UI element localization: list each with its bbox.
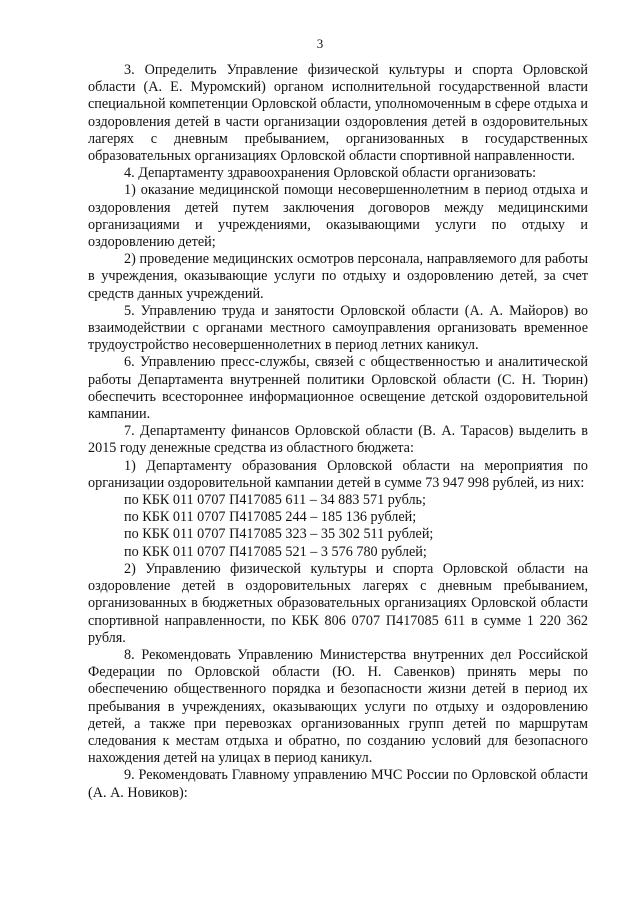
paragraph-4-item-1: 1) оказание медицинской помощи несовершеннолетним в период отдыха и оздоровления детей путем заключения договоров между медицинскими организациями и учреждениями, оказывающими услуги по отдыху и оздоровлению детей; xyxy=(88,182,588,251)
paragraph-5: 5. Управлению труда и занятости Орловской области (А. А. Майоров) во взаимодействии с органами местного самоуправления организовать временное трудоустройство несовершеннолетних в период летних каникул. xyxy=(88,302,588,354)
paragraph-7-item-1: 1) Департаменту образования Орловской области на мероприятия по организации оздоровительной кампании детей в сумме 73 947 998 рублей, из них: xyxy=(88,457,588,491)
paragraph-9: 9. Рекомендовать Главному управлению МЧС России по Орловской области (А. А. Новиков): xyxy=(88,767,588,801)
paragraph-3: 3. Определить Управление физической культуры и спорта Орловской области (А. Е. Муромский) органом исполнительной государственной власти специальной компетенции Орловской области, уполномоченным в сфере отдыха и оздоровления детей в части организации оздоровления детей в оздоровительных лагерях с дневным пребыванием, организованных в государственных образовательных организациях Орловской области спортивной направленности. xyxy=(88,62,588,165)
page-number: 3 xyxy=(316,36,324,51)
kbk-line: по КБК 011 0707 П417085 244 – 185 136 рублей; xyxy=(124,509,417,526)
document-body xyxy=(88,62,588,802)
paragraph-4-item-2: 2) проведение медицинских осмотров персонала, направляемого для работы в учреждения, оказывающие услуги по отдыху и оздоровлению детей, за счет средств данных учреждений. xyxy=(88,251,588,302)
paragraph-4: 4. Департаменту здравоохранения Орловской области организовать: xyxy=(124,165,537,182)
paragraph-7-item-2: 2) Управлению физической культуры и спорта Орловской области на оздоровление детей в оздоровительных лагерях с дневным пребыванием, организованных в бюджетных образовательных организациях Орловской области спортивной направленности, по КБК 806 0707 П417085 611 в сумме 1 220 362 рубля. xyxy=(88,560,588,646)
paragraph-7: 7. Департаменту финансов Орловской области (В. А. Тарасов) выделить в 2015 году денежные средства из областного бюджета: xyxy=(88,423,588,457)
kbk-line: по КБК 011 0707 П417085 611 – 34 883 571 рубль; xyxy=(124,492,426,509)
kbk-line: по КБК 011 0707 П417085 521 – 3 576 780 рублей; xyxy=(124,543,427,560)
paragraph-8: 8. Рекомендовать Управлению Министерства внутренних дел Российской Федерации по Орловской области (Ю. Н. Савенков) принять меры по обеспечению общественного порядка и безопасности жизни детей в период их пребывания в учреждениях, оказывающих услуги по отдыху и оздоровлению детей, а также при перевозках организованных групп детей по маршрутам следования к местам отдыха и обратно, по созданию условий для безопасного нахождения детей на улицах в период каникул. xyxy=(88,646,588,767)
paragraph-6: 6. Управлению пресс-службы, связей с общественностью и аналитической работы Департамента внутренней политики Орловской области (С. Н. Тюрин) обеспечить всестороннее информационное освещение детской оздоровительной кампании. xyxy=(88,354,588,423)
kbk-line: по КБК 011 0707 П417085 323 – 35 302 511 рублей; xyxy=(124,526,434,543)
